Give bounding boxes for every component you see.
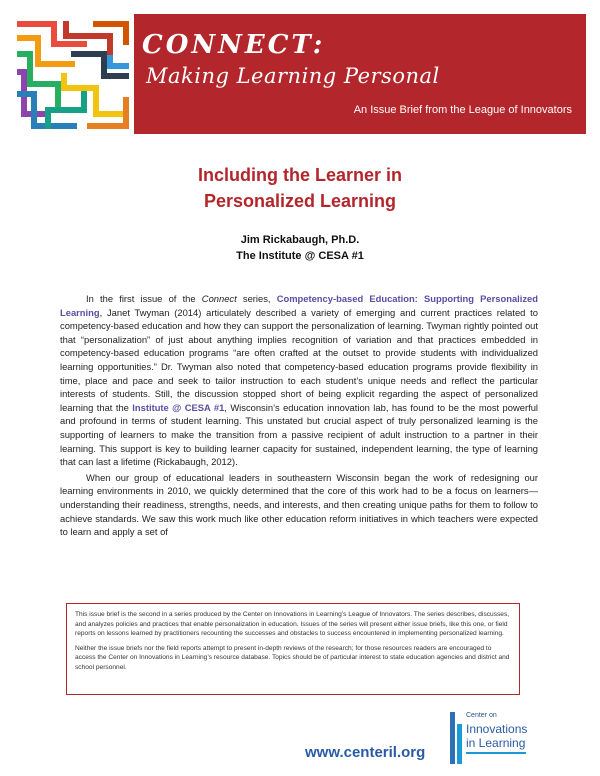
institute-cesa-link[interactable]: Institute @ CESA #1 — [132, 401, 225, 413]
p1-text-c: series, — [236, 293, 277, 304]
body-paragraph-2: When our group of educational leaders in southeastern Wisconsin began the work of redesigning our learning environments in 2010, we quickly determined that the core of this work had to be a focus on learners—understanding their readiness, strengths, needs, and interests, and then creating unique paths for them to follow to achieve standards. We saw this work much like other education reform initiatives in which teachers were expected to learn and apply a set of — [60, 471, 538, 538]
notice-paragraph-1: This issue brief is the second in a series produced by the Center on Innovations in Learning’s League of Innovators. The series describes, discusses, and analyzes policies and practices that enable personalization in education. Issues of the series will present either issue briefs, like this one, or field reports on lessons learned by practitioners recounting the successes and obstacles to success encountered in implementing personalized learning. — [75, 611, 510, 638]
logo-bar-icon — [450, 712, 455, 764]
competency-based-education-link[interactable]: Competency-based Education: Supporting Personalized Learning — [60, 293, 538, 318]
p1-text-e: , Wisconsin’s education innovation lab, has found to be the most powerful and profound in terms of student learning. This unstated but crucial aspect of truly personalized learning is the supporting of learners to make the transition from a passive recipient of adult instruction to a partner in their learning. This support is key to building learner capacity for sustained, independent learning, the type of learning that can last a lifetime (Rickabaugh, 2012). — [60, 401, 538, 468]
logo-underline — [466, 752, 526, 754]
author-name: Jim Rickabaugh, Ph.D. — [240, 234, 360, 246]
article-body — [60, 292, 538, 541]
header-banner — [14, 14, 586, 134]
article-title-line-1: Including the Learner in — [197, 165, 403, 185]
logo-bar-icon — [457, 724, 462, 764]
connect-logo-mosaic-icon — [14, 14, 134, 134]
logo-small-text: Center on — [466, 712, 497, 719]
article-title — [0, 162, 600, 214]
p1-text-a: In the first issue of the — [86, 293, 202, 304]
author-block — [0, 232, 600, 264]
p1-text-d: , Janet Twyman (2014) articulately described a variety of emerging and current practices related to competency-based education and how they can support the personalization of learning. Twyman rightly pointed out that “personalization” of just about anything implies recognition of variation and that practices embedded in competency-based education programs “are often crafted at the outset to provide students with individualized learning opportunities.” Dr. Twyman also noted that competency-based education programs provide flexibility in time, place and pace and seek to tailor instruction to each student’s unique needs and reflect the particular interests of students. Still, the discussion stopped short of being explicit regarding the aspect of personalized learning that the — [60, 306, 538, 413]
author-affiliation: The Institute @ CESA #1 — [236, 250, 364, 262]
series-subtitle: Making Learning Personal — [146, 64, 440, 88]
logo-text-line-2: in Learning — [466, 736, 526, 750]
series-notice-box — [66, 603, 520, 695]
notice-paragraph-2: Neither the issue briefs nor the field reports attempt to present in-depth reviews of the research; for those resources readers are encouraged to access the Center on Innovations in Learning’s resource database. Topics should be of particular interest to state education agencies and district and school personnel. — [75, 644, 510, 671]
center-on-innovations-logo — [450, 712, 540, 764]
article-title-line-2: Personalized Learning — [203, 191, 397, 211]
body-paragraph-1 — [60, 292, 538, 469]
series-title: CONNECT: — [142, 30, 326, 60]
series-tagline: An Issue Brief from the League of Innovators — [353, 104, 572, 116]
logo-text-line-1: Innovations — [466, 722, 528, 736]
website-link[interactable]: www.centeril.org — [305, 744, 426, 761]
connect-series-name: Connect — [201, 293, 237, 304]
